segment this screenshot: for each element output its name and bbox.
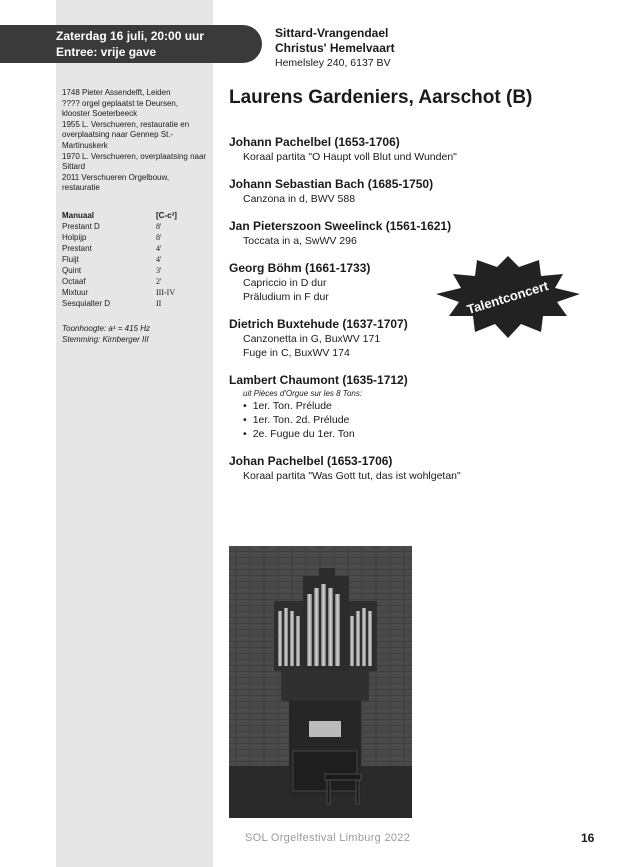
venue-info: [275, 26, 575, 71]
stop-row: [62, 298, 210, 309]
event-banner: [0, 25, 262, 63]
tuning-info: [62, 323, 210, 345]
stop-name: Holpijp: [62, 233, 87, 242]
work-title: Capriccio in D dur: [243, 277, 327, 289]
event-date-time: Zaterdag 16 juli, 20:00 uur: [56, 29, 205, 43]
stop-name: Prestant: [62, 244, 92, 253]
stop-name: Quint: [62, 266, 82, 275]
manual-range: [C-c³]: [156, 211, 177, 220]
work-title: Toccata in a, SwWV 296: [243, 235, 357, 247]
stop-row: [62, 276, 210, 287]
stop-pitch: 8': [156, 222, 162, 231]
composer-name: Jan Pieterszoon Sweelinck (1561-1621): [229, 219, 452, 233]
program-item: [229, 372, 529, 441]
composer-name: Johann Sebastian Bach (1685-1750): [229, 177, 434, 191]
history-entry: 2011 Verschueren Orgelbouw, restauratie: [62, 172, 170, 193]
list-item: • 1er. Ton. 2d. Prélude: [243, 413, 529, 427]
venue-address: Hemelsley 240, 6137 BV: [275, 57, 391, 69]
stop-row: [62, 243, 210, 254]
pitch-note: Toonhoogte: a¹ = 415 Hz: [62, 324, 150, 333]
stop-name: Mixtuur: [62, 288, 89, 297]
stop-pitch: II: [156, 299, 162, 308]
composer-name: Johan Pachelbel (1653-1706): [229, 454, 393, 468]
event-admission: Entree: vrije gave: [56, 45, 157, 59]
stop-name: Octaaf: [62, 277, 86, 286]
page-number: 16: [581, 831, 595, 845]
work-title: Präludium in F dur: [243, 291, 329, 303]
program-item: [229, 218, 529, 248]
organ-history: [62, 88, 207, 194]
venue-church: Christus' Hemelvaart: [275, 41, 395, 55]
composer-name: Johann Pachelbel (1653-1706): [229, 135, 400, 149]
footer-text: SOL Orgelfestival Limburg 2022: [245, 832, 411, 844]
stop-row: [62, 287, 210, 298]
disposition-table: [62, 210, 210, 309]
work-list: [229, 399, 529, 441]
performer-title: Laurens Gardeniers, Aarschot (B): [229, 87, 533, 108]
program-item: [229, 134, 529, 164]
stop-row: [62, 254, 210, 265]
history-entry: 1970 L. Verschueren, overplaatsing naar Sittard: [62, 151, 207, 172]
stop-pitch: 4': [156, 255, 162, 264]
work-title: Koraal partita "O Haupt voll Blut und Wunden": [243, 151, 457, 163]
program-item: [229, 453, 529, 483]
temperament-note: Stemming: Kirnberger III: [62, 335, 149, 344]
list-item: • 1er. Ton. Prélude: [243, 399, 529, 413]
venue-city: Sittard-Vrangendael: [275, 26, 389, 40]
history-entry: 1748 Pieter Assendelft, Leiden: [62, 88, 171, 97]
badge-label: Talentconcert: [465, 278, 551, 318]
work-title: Koraal partita "Was Gott tut, das ist wohlgetan": [243, 470, 461, 482]
talentconcert-badge: [433, 252, 583, 342]
stop-row: [62, 221, 210, 232]
stop-pitch: 3': [156, 266, 162, 275]
stop-name: Sesquialter D: [62, 299, 111, 308]
stop-row: [62, 232, 210, 243]
stop-pitch: III-IV: [156, 288, 176, 297]
history-entry: ???? orgel geplaatst te Deursen, klooster Soeterbeeck: [62, 98, 179, 119]
work-title: Canzonetta in G, BuxWV 171: [243, 333, 381, 345]
work-title: Fuge in C, BuxWV 174: [243, 347, 350, 359]
manual-name: Manuaal: [62, 211, 95, 220]
work-title: Canzona in d, BWV 588: [243, 193, 356, 205]
stop-name: Prestant D: [62, 222, 100, 231]
stop-pitch: 8': [156, 233, 162, 242]
disposition-header: [62, 210, 210, 221]
work-source: uit Pièces d'Orgue sur les 8 Tons:: [243, 389, 363, 398]
stop-name: Fluijt: [62, 255, 79, 264]
history-entry: 1955 L. Verschueren, restauratie en overplaatsing naar Gennep St.-Martinuskerk: [62, 119, 190, 150]
list-item: • 2e. Fugue du 1er. Ton: [243, 427, 529, 441]
stop-pitch: 4': [156, 244, 162, 253]
organ-photo: [229, 546, 412, 818]
composer-name: Georg Böhm (1661-1733): [229, 261, 371, 275]
program-item: [229, 176, 529, 206]
composer-name: Lambert Chaumont (1635-1712): [229, 373, 408, 387]
stop-row: [62, 265, 210, 276]
stop-pitch: 2': [156, 277, 162, 286]
composer-name: Dietrich Buxtehude (1637-1707): [229, 317, 408, 331]
